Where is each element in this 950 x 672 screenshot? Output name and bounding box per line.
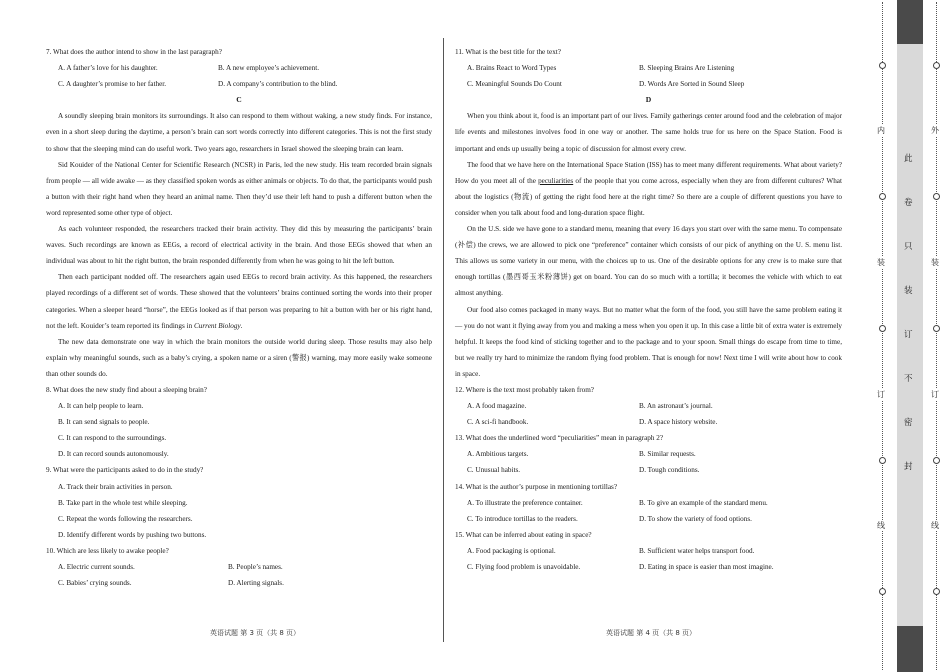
option: D. Eating in space is easier than most imagine.	[639, 563, 774, 571]
option: C. Unusual habits.	[467, 466, 521, 475]
option: A. Food packaging is optional.	[467, 546, 556, 555]
option: B. An astronaut’s journal.	[639, 402, 713, 411]
column-divider	[443, 38, 444, 642]
passage-c-paragraph-5: The new data demonstrate one way in which the brain monitors the outside world during sleep. Those results may also help explain why meaningful sounds, such as a baby’s crying, a spoken name or a siren (警报) warning, may more easily wake someone than other sounds do.	[46, 337, 432, 378]
seal-text: 密	[904, 418, 913, 428]
binding-hole-icon	[879, 193, 886, 200]
paragraph-text: Then each participant nodded off. The researchers again used EEGs to record brain activity. As this happened, the researchers played recordings of a different set of words. These showed that the volunteers’ brains continued sorting the words into their proper categories. When a sleeper heard “horse”, the EEGs looked as if that person was preparing to hit a button with her or his right hand, not the left. Kouider’s team reported its findings in	[46, 273, 432, 330]
underlined-word: peculiarities	[538, 176, 574, 185]
option: B. Sufficient water helps transport food.	[639, 546, 755, 555]
question-7-stem: 7. What does the author intend to show in the last paragraph?	[46, 48, 222, 56]
section-heading-d: D	[645, 95, 652, 105]
paragraph-end: .	[240, 321, 243, 330]
question-14-options-row-2	[455, 511, 842, 527]
question-13-stem: 13. What does the underlined word “peculiarities” mean in paragraph 2?	[455, 434, 664, 443]
option: B. Take part in the whole test while sleeping.	[58, 498, 188, 507]
question-13-options-row-2	[455, 462, 842, 478]
option: A. A food magazine.	[467, 402, 527, 411]
binding-label-outer: 订	[931, 390, 939, 399]
passage-d-paragraph-3: On the U.S. side we have gone to a standard menu, meaning that every 16 days you start over with the same menu. To compensate (补偿) the crews, we are allowed to pick one “preference” container which consists of our pick of anything on the U. S. menu list. This allows us some variety in our menu, with the choices up to us. One of the desirable options for any crew is to make sure that enough tortillas (墨西哥玉米粉薄饼) get on board. You can do so much with a tortilla; it becomes the vehicle with which to eat almost anything.	[455, 225, 843, 298]
right-column	[455, 44, 842, 575]
page-footer-right: 英语试题 第 4 页（共 8 页）	[606, 629, 697, 637]
option: D. Tough conditions.	[639, 466, 700, 475]
section-heading-c: C	[236, 95, 242, 105]
seal-band-top	[897, 0, 923, 44]
question-11-options-row-1	[455, 60, 842, 76]
binding-strip	[860, 0, 950, 672]
option: C. To introduce tortillas to the readers.	[467, 514, 578, 523]
question-13-options-row-1	[455, 446, 842, 462]
journal-title: Current Biology	[193, 321, 241, 330]
option: A. Ambitious targets.	[467, 450, 529, 459]
option: C. Babies’ crying sounds.	[58, 579, 132, 588]
option: C. Flying food problem is unavoidable.	[467, 563, 581, 571]
page-footer-left: 英语试题 第 3 页（共 8 页）	[210, 629, 301, 637]
passage-d-paragraph-2	[455, 157, 842, 221]
option: A. To illustrate the preference container.	[467, 498, 583, 507]
question-14-stem: 14. What is the author’s purpose in mentioning tortillas?	[455, 482, 618, 491]
option: A. Electric current sounds.	[58, 563, 135, 571]
seal-band-bottom	[897, 626, 923, 672]
question-15-stem: 15. What can be inferred about eating in space?	[455, 530, 592, 539]
passage-d-paragraph-1: When you think about it, food is an important part of our lives. Family gatherings center around food and the celebration of major life events and milestones involves food in one way or another. The same holds true for us here on the Space Station. Food is important and ends up usually being a topic of discussion for almost every crew.	[455, 112, 842, 153]
option: D. A space history website.	[639, 418, 718, 427]
passage-c-paragraph-3: As each volunteer responded, the researchers tracked their brain activity. They did this by measuring the participants’ brain waves. Such recordings are known as EEGs, a record of electrical activity in the brain. And those EEGs showed that when an individual was about to hit the right button, the brain responded differently from when he was going to hit the left button.	[46, 225, 432, 266]
question-7-options-row-2	[46, 76, 432, 92]
option: A. It can help people to learn.	[58, 402, 144, 411]
seal-text: 卷	[904, 198, 913, 208]
option: C. Meaningful Sounds Do Count	[467, 80, 562, 89]
question-10-options-row-1	[46, 559, 432, 575]
seal-text: 此	[904, 154, 913, 164]
question-12-options-row-2	[455, 414, 842, 430]
left-column	[46, 44, 432, 591]
paragraph-text: The food that we have here on the International Space Station (ISS) has to meet many different requirements. What about variety? How do you meet all of the	[455, 160, 842, 185]
option: C. A daughter’s promise to her father.	[58, 80, 167, 89]
option: D. It can record sounds autonomously.	[58, 450, 169, 459]
option: B. People’s names.	[228, 563, 283, 571]
binding-hole-icon	[879, 457, 886, 464]
option: C. It can respond to the surroundings.	[58, 434, 167, 443]
question-12-options-row-1	[455, 398, 842, 414]
question-11-options-row-2	[455, 76, 842, 92]
binding-label-outer: 外	[931, 126, 939, 135]
option: D. Alerting signals.	[228, 579, 284, 588]
option: B. Sleeping Brains Are Listening	[639, 64, 735, 73]
passage-c-paragraph-4	[46, 269, 432, 333]
cut-line-left	[882, 2, 883, 670]
binding-hole-icon	[933, 588, 940, 595]
binding-label-outer: 装	[931, 258, 939, 267]
option: D. Words Are Sorted in Sound Sleep	[639, 80, 745, 89]
binding-hole-icon	[879, 588, 886, 595]
question-11-stem: 11. What is the best title for the text?	[455, 48, 561, 56]
question-7-options-row-1	[46, 60, 432, 76]
seal-text: 订	[904, 330, 913, 340]
option: A. Track their brain activities in person.	[58, 482, 173, 491]
option: D. A company’s contribution to the blind.	[218, 80, 338, 89]
question-14-options-row-1	[455, 495, 842, 511]
question-12-stem: 12. Where is the text most probably taken from?	[455, 385, 594, 394]
binding-label-inner: 装	[877, 258, 885, 267]
option: B. A new employee’s achievement.	[218, 64, 319, 73]
binding-label-inner: 线	[877, 521, 885, 530]
seal-text: 只	[904, 242, 913, 252]
option: D. Identify different words by pushing two buttons.	[58, 530, 207, 539]
question-9-stem: 9. What were the participants asked to do in the study?	[46, 466, 204, 475]
binding-hole-icon	[933, 193, 940, 200]
binding-label-inner: 订	[877, 390, 885, 399]
option: A. A father’s love for his daughter.	[58, 64, 158, 73]
binding-hole-icon	[933, 457, 940, 464]
question-10-options-row-2	[46, 575, 432, 591]
binding-label-outer: 线	[931, 521, 939, 530]
seal-text: 封	[904, 462, 913, 472]
seal-text: 装	[904, 286, 913, 296]
option: D. To show the variety of food options.	[639, 514, 752, 523]
binding-hole-icon	[933, 325, 940, 332]
passage-c-paragraph-2: Sid Kouider of the National Center for Scientific Research (NCSR) in Paris, led the new study. His team recorded brain signals from people — all wide awake — as they classified spoken words as either animals or objects. To do that, the participants would push a button with their right hand when they heard an animal name. Then they’d use their left hand to push a different button when the word represented some other type of object.	[46, 160, 432, 217]
passage-d-paragraph-4: Our food also comes packaged in many ways. But no matter what the form of the food, you still have the same problem eating it — you do not want it flying away from you and making a mess when you open it up. In this case a little bit of extra water is extremely helpful. It keeps the food kind of sticking together and to the package and to your spoon. Small things do escape from time to time, but we really try hard to minimize the random flying food problem. That is enough for now! Next time I will write about how to cook in space.	[455, 305, 842, 378]
binding-hole-icon	[879, 62, 886, 69]
paragraph-text: of the people that you come across, especially when they are from different cultures? What about the logistics (物流) of getting the right food here at the right time? So there are a couple of different questions you have to consider when you talk about food and long-duration space flight.	[455, 176, 842, 217]
option: C. A sci-fi handbook.	[467, 418, 529, 427]
binding-label-inner: 内	[877, 126, 885, 135]
cut-line-right	[936, 2, 937, 670]
option: B. Similar requests.	[639, 450, 696, 459]
question-15-options-row-2	[455, 559, 842, 575]
question-10-stem: 10. Which are less likely to awake people?	[46, 546, 169, 555]
option: B. It can send signals to people.	[58, 418, 150, 427]
option: C. Repeat the words following the researchers.	[58, 514, 193, 523]
option: A. Brains React to Word Types	[467, 64, 557, 73]
question-15-options-row-1	[455, 543, 842, 559]
option: B. To give an example of the standard menu.	[639, 498, 768, 507]
seal-text: 不	[904, 374, 913, 384]
question-8-stem: 8. What does the new study find about a sleeping brain?	[46, 385, 207, 394]
binding-hole-icon	[933, 62, 940, 69]
passage-c-paragraph-1: A soundly sleeping brain monitors its surroundings. It also can respond to them without waking, a new study finds. For instance, even in a short sleep during the daytime, a person’s brain can sort words correctly into different categories. This is not the first study to show that the sleeping mind can do useful work. Two years ago, researchers in Israel showed the sleeping brain can learn.	[46, 112, 432, 153]
binding-hole-icon	[879, 325, 886, 332]
